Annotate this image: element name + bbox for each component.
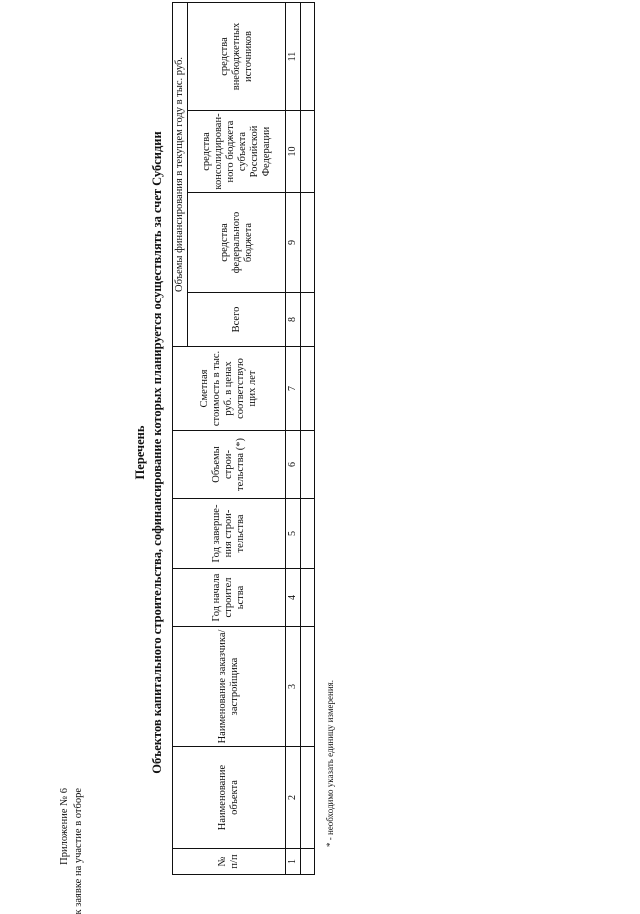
header-financing-group: Объемы финансирования в текущем году в тыс. руб. — [173, 3, 188, 347]
appendix-line-1: Приложение № 6 — [59, 788, 70, 865]
header-end-year: Год заверше- ния строи- тельства — [173, 499, 286, 569]
table-cell — [301, 747, 315, 849]
table-cell — [301, 293, 315, 347]
table-cell — [301, 849, 315, 875]
table-row-empty — [301, 3, 315, 875]
column-number: 5 — [286, 499, 301, 569]
column-number: 7 — [286, 347, 301, 431]
header-number: № п/п — [173, 849, 286, 875]
table-cell — [301, 111, 315, 193]
table-cell — [301, 347, 315, 431]
header-federal-budget: средства федерального бюджета — [188, 193, 286, 293]
header-start-year: Год начала строител ьства — [173, 569, 286, 627]
header-volume: Объемы строи- тельства (*) — [173, 431, 286, 499]
table-row-column-numbers — [286, 3, 301, 875]
footnote: * - необходимо указать единицу измерения. — [325, 679, 335, 847]
appendix-line-2: к заявке на участие в отборе — [73, 788, 84, 914]
column-number: 8 — [286, 293, 301, 347]
title-line-2: Объектов капитального строительства, софинансирование которых планируется осуществлять за счет Субсидии — [150, 131, 164, 774]
header-estimated-cost: Сметная стоимость в тыс. руб. в ценах соответствую щих лет — [173, 347, 286, 431]
header-regional-budget: средства консолидирован- ного бюджета субъекта Российской Федерации — [188, 111, 286, 193]
table-cell — [301, 569, 315, 627]
appendix-label — [58, 788, 86, 914]
column-number: 2 — [286, 747, 301, 849]
header-customer: Наименование заказчика/ застройщика — [173, 627, 286, 747]
table-cell — [301, 193, 315, 293]
document-title — [132, 0, 166, 905]
column-number: 1 — [286, 849, 301, 875]
title-line-1: Перечень — [133, 425, 147, 480]
table-cell — [301, 431, 315, 499]
column-number: 4 — [286, 569, 301, 627]
column-number: 9 — [286, 193, 301, 293]
column-number: 10 — [286, 111, 301, 193]
table-cell — [301, 627, 315, 747]
column-number: 3 — [286, 627, 301, 747]
header-extrabudgetary: средства внебюджетных источников — [188, 3, 286, 111]
table-cell — [301, 499, 315, 569]
header-total: Всего — [188, 293, 286, 347]
column-number: 6 — [286, 431, 301, 499]
header-object-name: Наименование объекта — [173, 747, 286, 849]
table-cell — [301, 3, 315, 111]
column-number: 11 — [286, 3, 301, 111]
objects-table — [172, 2, 315, 875]
